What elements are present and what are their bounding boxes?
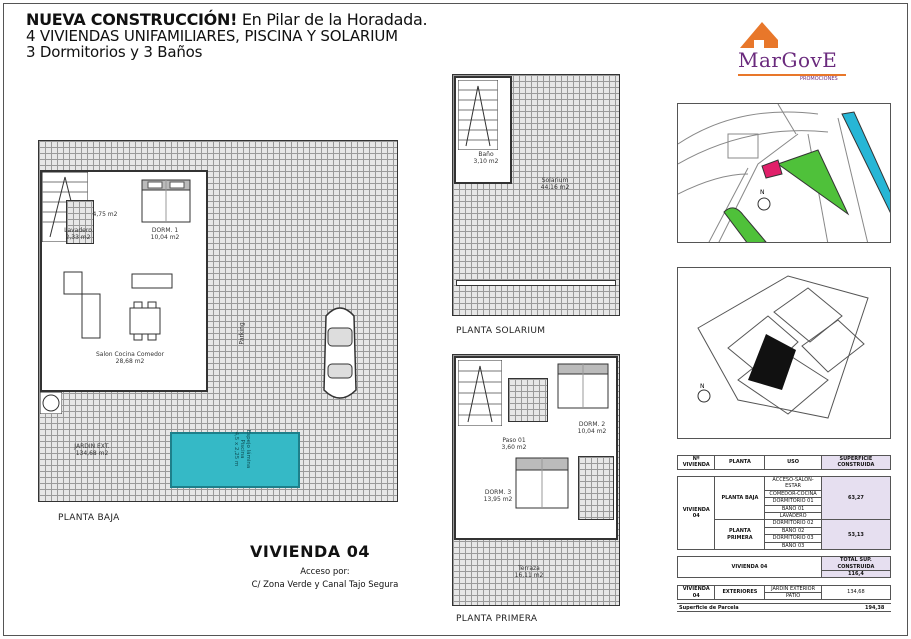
planta-solarium-label: PLANTA SOLARIUM [456, 326, 546, 336]
pb-pool-label: Espejo lámina Piscina 4,5 x 2,25 m [233, 429, 251, 469]
td-total-vivienda: VIVIENDA 04 [678, 557, 822, 578]
td-total-label: TOTAL SUP. CONSTRUIDA [821, 557, 890, 571]
pb-car-icon [318, 302, 362, 404]
pp-dorm2-label: DORM. 2 10,04 m2 [577, 421, 607, 435]
ps-solarium-label: Solarium 44,16 m2 [540, 177, 570, 191]
pb-parking-label: Parking [238, 322, 246, 345]
parcel-surface-row [677, 603, 891, 612]
parcel-map-drawing [678, 268, 891, 439]
svg-text:N: N [760, 189, 765, 196]
td-sup-baja: 63,27 [821, 477, 890, 520]
access-street: C/ Zona Verde y Canal Tajo Segura [251, 579, 399, 590]
selected-plot [762, 160, 782, 178]
ps-enclosure [456, 280, 616, 286]
header-line2: 4 VIVIENDAS UNIFAMILIARES, PISCINA Y SOLARIUM [26, 26, 398, 45]
td-sup-ext: 134,68 [821, 585, 890, 600]
td-exteriores: EXTERIORES [715, 585, 765, 600]
pp-bano-tiles [508, 378, 548, 422]
pb-living-furniture-icon [58, 268, 178, 348]
pb-dorm1-label: DORM. 1 10,04 m2 [150, 227, 180, 241]
logo-subtitle: PROMOCIONES [800, 76, 838, 82]
td-total-value: 116,4 [821, 571, 890, 578]
td-uso: BAÑO 02 [765, 527, 821, 534]
td-uso: JARDIN EXTERIOR [765, 585, 821, 592]
th-uso: USO [765, 456, 821, 470]
header-bold: NUEVA CONSTRUCCIÓN! [26, 10, 238, 29]
th-planta: PLANTA [715, 456, 765, 470]
td-uso: PATIO [765, 593, 821, 600]
pp-stair-icon [458, 360, 502, 426]
pp-bed3-icon [514, 456, 570, 514]
pp-bed2-icon [552, 362, 614, 412]
pb-lavadero-label: Lavadero 2,33 m2 [64, 227, 92, 241]
td-uso: BAÑO 01 [765, 505, 821, 512]
pb-aseo-label: 4,75 m2 [92, 211, 118, 218]
td-sup-primera: 53,13 [821, 520, 890, 550]
access-label: Acceso por: [300, 567, 350, 577]
location-map [677, 103, 891, 243]
td-vivienda: VIVIENDA 04 [678, 477, 715, 550]
margove-logo [732, 18, 850, 84]
pp-paso-label: Paso 01 3,60 m2 [501, 437, 527, 451]
green-plot-b [724, 208, 766, 243]
header [26, 12, 427, 60]
td-uso: BAÑO 03 [765, 542, 821, 549]
planta-primera-label: PLANTA PRIMERA [456, 614, 538, 624]
td-uso: ACCESO-SALON-ESTAR [765, 477, 821, 491]
table-row [678, 477, 891, 491]
planta-baja-label: PLANTA BAJA [58, 513, 120, 523]
pb-salon-label: Salon Cocina Comedor 28,68 m2 [95, 351, 165, 365]
vivienda-04-plot [748, 334, 796, 390]
td-uso: COMEDOR-COCINA [765, 490, 821, 497]
parcel-label: Superficie de Parcela [679, 605, 739, 611]
pp-terraza-label: Terraza 16,11 m2 [514, 565, 544, 579]
table-header-row [678, 456, 891, 470]
svg-text:N: N [700, 383, 705, 390]
table-row-total [678, 557, 891, 571]
td-uso: DORMITORIO 01 [765, 498, 821, 505]
location-map-drawing [678, 104, 891, 243]
green-plot-a [778, 150, 848, 214]
pp-dorm3-label: DORM. 3 13,95 m2 [483, 489, 513, 503]
pb-jardin-label: JARDIN EXT. 134,68 m2 [74, 443, 110, 457]
header-line3: 3 Dormitorios y 3 Baños [26, 42, 203, 61]
td-planta-primera: PLANTA PRIMERA [715, 520, 765, 550]
td-ext-vivienda: VIVIENDA 04 [678, 585, 715, 600]
logo-house-icon [732, 18, 850, 52]
vivienda-title: VIVIENDA 04 [250, 542, 370, 561]
parcel-value: 194,38 [865, 605, 885, 611]
access-info [230, 566, 420, 592]
td-uso: DORMITORIO 02 [765, 520, 821, 527]
pb-plant-icon [40, 392, 62, 414]
th-vivienda: Nº VIVIENDA [678, 456, 715, 470]
pb-bed-icon [138, 178, 194, 224]
th-superficie: SUPERFICIE CONSTRUIDA [821, 456, 890, 470]
header-location: En Pilar de la Horadada. [237, 10, 428, 29]
ps-bano-label: Baño 3,10 m2 [473, 151, 499, 165]
ps-stair-icon [458, 80, 498, 150]
parcel-map [677, 267, 891, 439]
logo-brand: MarGovE [738, 48, 838, 72]
pp-bano3-tiles [578, 456, 614, 520]
td-uso: LAVADERO [765, 513, 821, 520]
table-row [678, 585, 891, 592]
td-planta-baja: PLANTA BAJA [715, 477, 765, 520]
td-uso: DORMITORIO 03 [765, 535, 821, 542]
surface-table [677, 455, 891, 600]
